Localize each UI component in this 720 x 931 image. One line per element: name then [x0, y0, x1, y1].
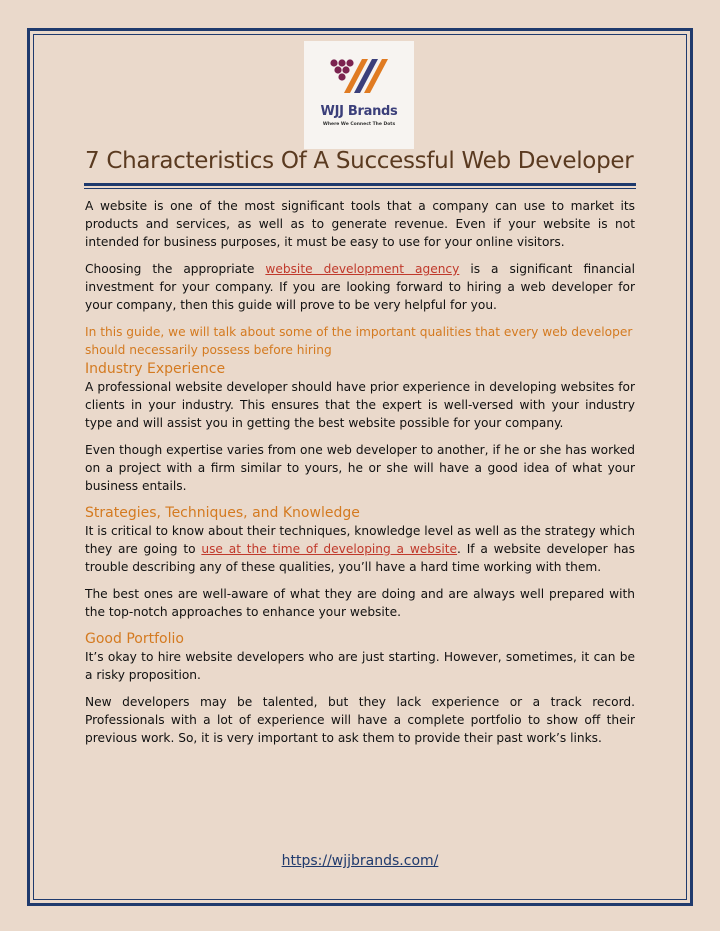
article-body — [85, 197, 635, 756]
strategies-paragraph-1: It is critical to know about their techniques, knowledge level as well as the strategy which they are going to use at the time of developing a website. If a website developer has trouble describing any of these qualities, you’ll have a hard time working with them. — [85, 524, 636, 574]
footer — [0, 853, 720, 869]
intro-paragraph-2: Choosing the appropriate website development agency is a significant financial investment for your company. If you are looking forward to hiring a web developer for your company, then this guide will prove to be very helpful for you. — [85, 262, 635, 312]
heading-industry-experience: Industry Experience — [85, 361, 226, 377]
footer-website-link[interactable]: https://wjjbrands.com/ — [281, 853, 439, 869]
portfolio-paragraph-2: New developers may be talented, but they lack experience or a track record. Professionals with a lot of experience will have a complete portfolio to show off their previous work. So, it is very important to ask them to provide their past work’s links. — [85, 695, 635, 745]
intro-paragraph-1: A website is one of the most significant tools that a company can use to market its products and services, as well as to generate revenue. Even if your website is not intended for business purposes, it must be easy to use for your online visitors. — [85, 199, 635, 249]
logo-brand-name: WJJ Brands — [320, 104, 398, 119]
strategies-paragraph-2: The best ones are well-aware of what they are doing and are always well prepared with the top-notch approaches to enhance your website. — [85, 587, 635, 619]
grape-w-logo-icon — [328, 55, 390, 103]
logo-tagline: Where We Connect The Dots — [322, 122, 396, 127]
page-title: 7 Characteristics Of A Successful Web Developer — [85, 148, 634, 174]
website-development-agency-link[interactable]: website development agency — [265, 262, 460, 276]
guide-highlight: In this guide, we will talk about some of the important qualities that every web developer should necessarily possess before hiring — [85, 325, 633, 357]
title-divider-thin — [84, 188, 636, 189]
wjj-brands-logo — [304, 41, 414, 149]
experience-paragraph-2: Even though expertise varies from one web developer to another, if he or she has worked on a project with a firm similar to yours, he or she will have a good idea of what your business entails. — [85, 443, 635, 493]
developing-website-link[interactable]: use at the time of developing a website — [201, 542, 458, 556]
portfolio-paragraph-1: It’s okay to hire website developers who are just starting. However, sometimes, it can be a risky proposition. — [85, 650, 635, 682]
title-divider — [84, 183, 636, 186]
heading-strategies: Strategies, Techniques, and Knowledge — [85, 505, 360, 521]
experience-paragraph-1: A professional website developer should have prior experience in developing websites for clients in your industry. This ensures that the expert is well-versed with your industry type and will assist you in getting the best website possible for your company. — [85, 380, 635, 430]
heading-good-portfolio: Good Portfolio — [85, 631, 184, 647]
